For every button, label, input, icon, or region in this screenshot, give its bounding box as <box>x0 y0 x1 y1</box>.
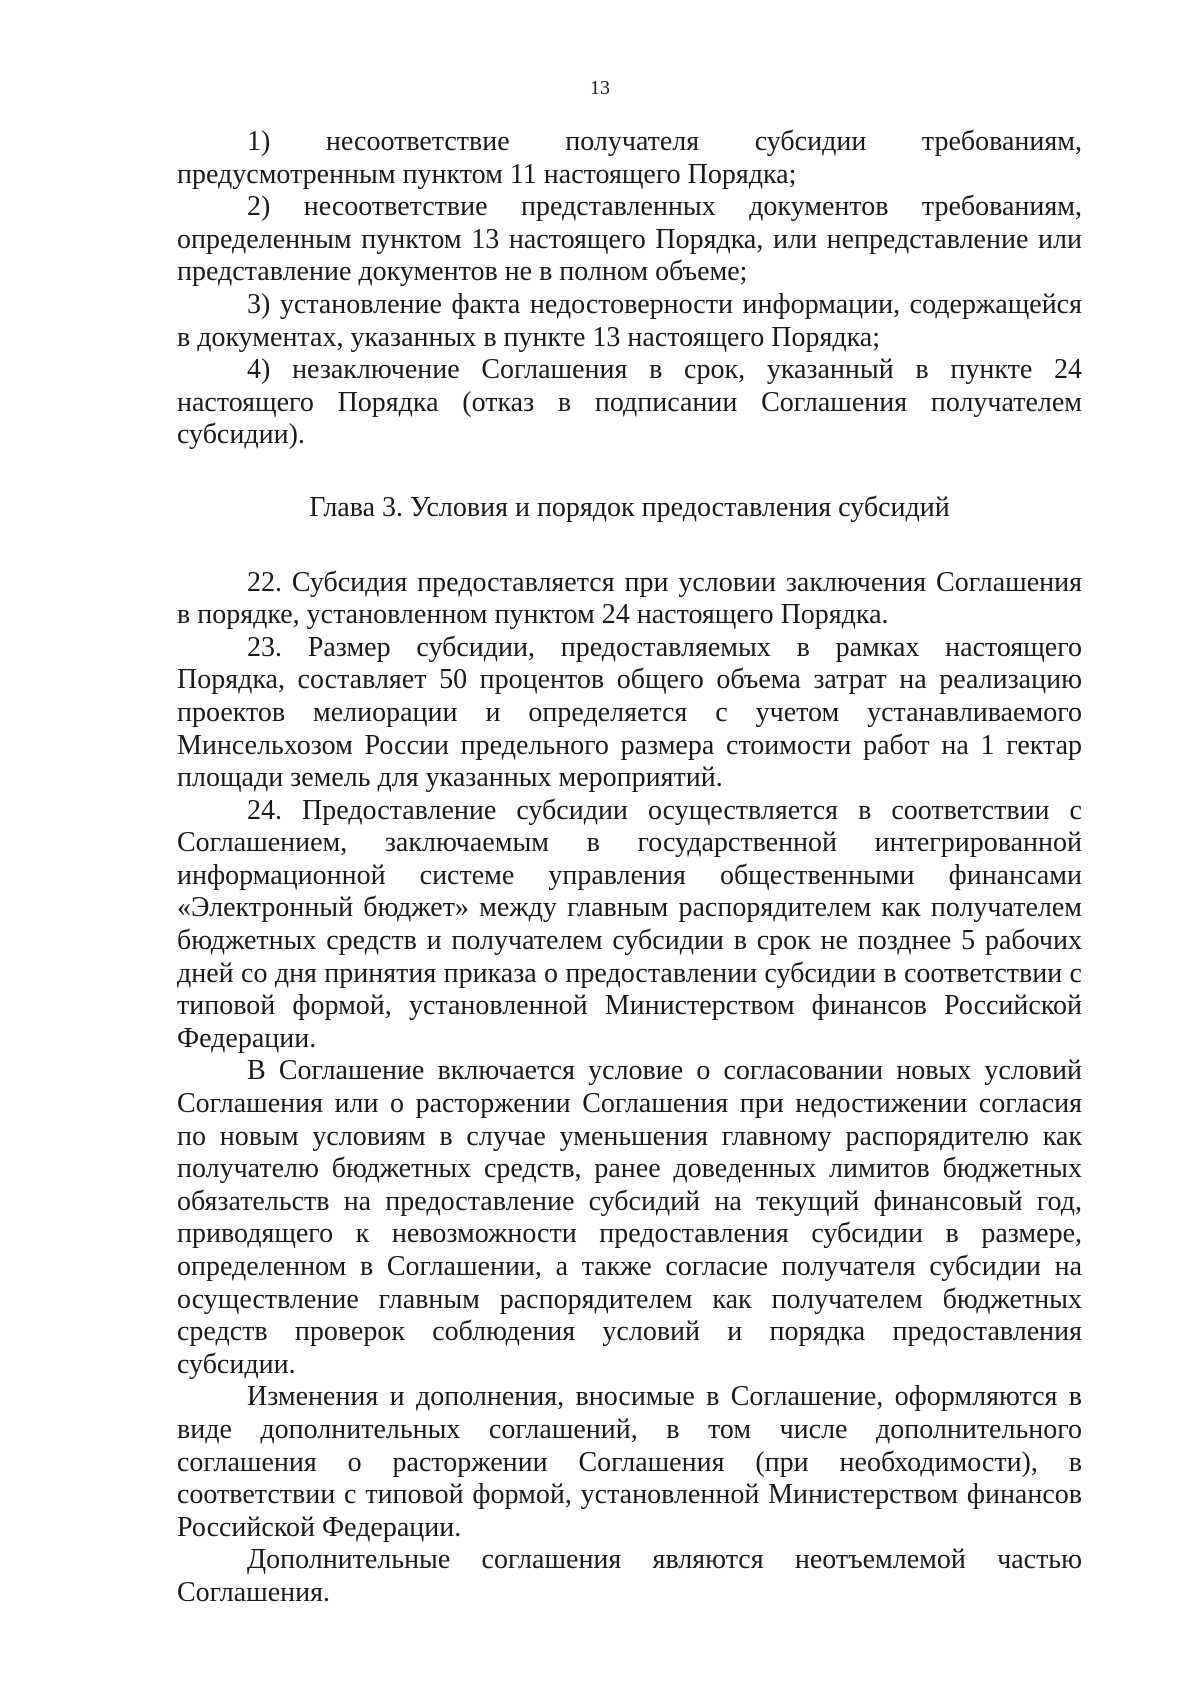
paragraph-24: 24. Предоставление субсидии осуществляется в соответствии с Соглашением, заключаемым в государственной интегрированной информационной системе управления общественными финансами «Электронный бюджет» между главным распорядителем как получателем бюджетных средств и получателем субсидии в срок не позднее 5 рабочих дней со дня принятия приказа о предоставлении субсидии в соответствии с типовой формой, установленной Министерством финансов Российской Федерации. <box>177 794 1082 1054</box>
document-body <box>177 126 1082 1610</box>
paragraph-22: 22. Субсидия предоставляется при условии заключения Соглашения в порядке, установленном пунктом 24 настоящего Порядка. <box>177 566 1082 631</box>
paragraph-additional-agreements: Дополнительные соглашения являются неотъемлемой частью Соглашения. <box>177 1544 1082 1608</box>
paragraph-agreement-conditions: В Соглашение включается условие о согласовании новых условий Соглашения или о расторжении Соглашения при недостижении согласия по новым условиям в случае уменьшения главному распорядителю как получателю бюджетных средств, ранее доведенных лимитов бюджетных обязательств на предоставление субсидий на текущий финансовый год, приводящего к невозможности предоставления субсидии в размере, определенном в Соглашении, а также согласие получателя субсидии на осуществление главным распорядителем как получателем бюджетных средств проверок соблюдения условий и порядка предоставления субсидии. <box>177 1055 1082 1380</box>
list-item-3: 3) установление факта недостоверности информации, содержащейся в документах, указанных в пункте 13 настоящего Порядка; <box>177 288 1082 353</box>
list-item-1: 1) несоответствие получателя субсидии требованиям, предусмотренным пунктом 11 настоящего Порядка; <box>177 126 1082 190</box>
list-item-4: 4) незаключение Соглашения в срок, указанный в пункте 24 настоящего Порядка (отказ в подписании Соглашения получателем субсидии). <box>177 354 1082 451</box>
list-item-2: 2) несоответствие представленных документов требованиям, определенным пунктом 13 настоящего Порядка, или непредставление или представление документов не в полном объеме; <box>177 191 1082 288</box>
chapter-heading: Глава 3. Условия и порядок предоставления субсидий <box>309 491 950 523</box>
paragraph-agreement-changes: Изменения и дополнения, вносимые в Соглашение, оформляются в виде дополнительных соглашений, в том числе дополнительного соглашения о расторжении Соглашения (при необходимости), в соответствии с типовой формой, установленной Министерством финансов Российской Федерации. <box>177 1381 1082 1543</box>
paragraph-23: 23. Размер субсидии, предоставляемых в рамках настоящего Порядка, составляет 50 процентов общего объема затрат на реализацию проектов мелиорации и определяется с учетом устанавливаемого Минсельхозом России предельного размера стоимости работ на 1 гектар площади земель для указанных мероприятий. <box>177 631 1082 794</box>
page-number: 13 <box>590 77 610 99</box>
